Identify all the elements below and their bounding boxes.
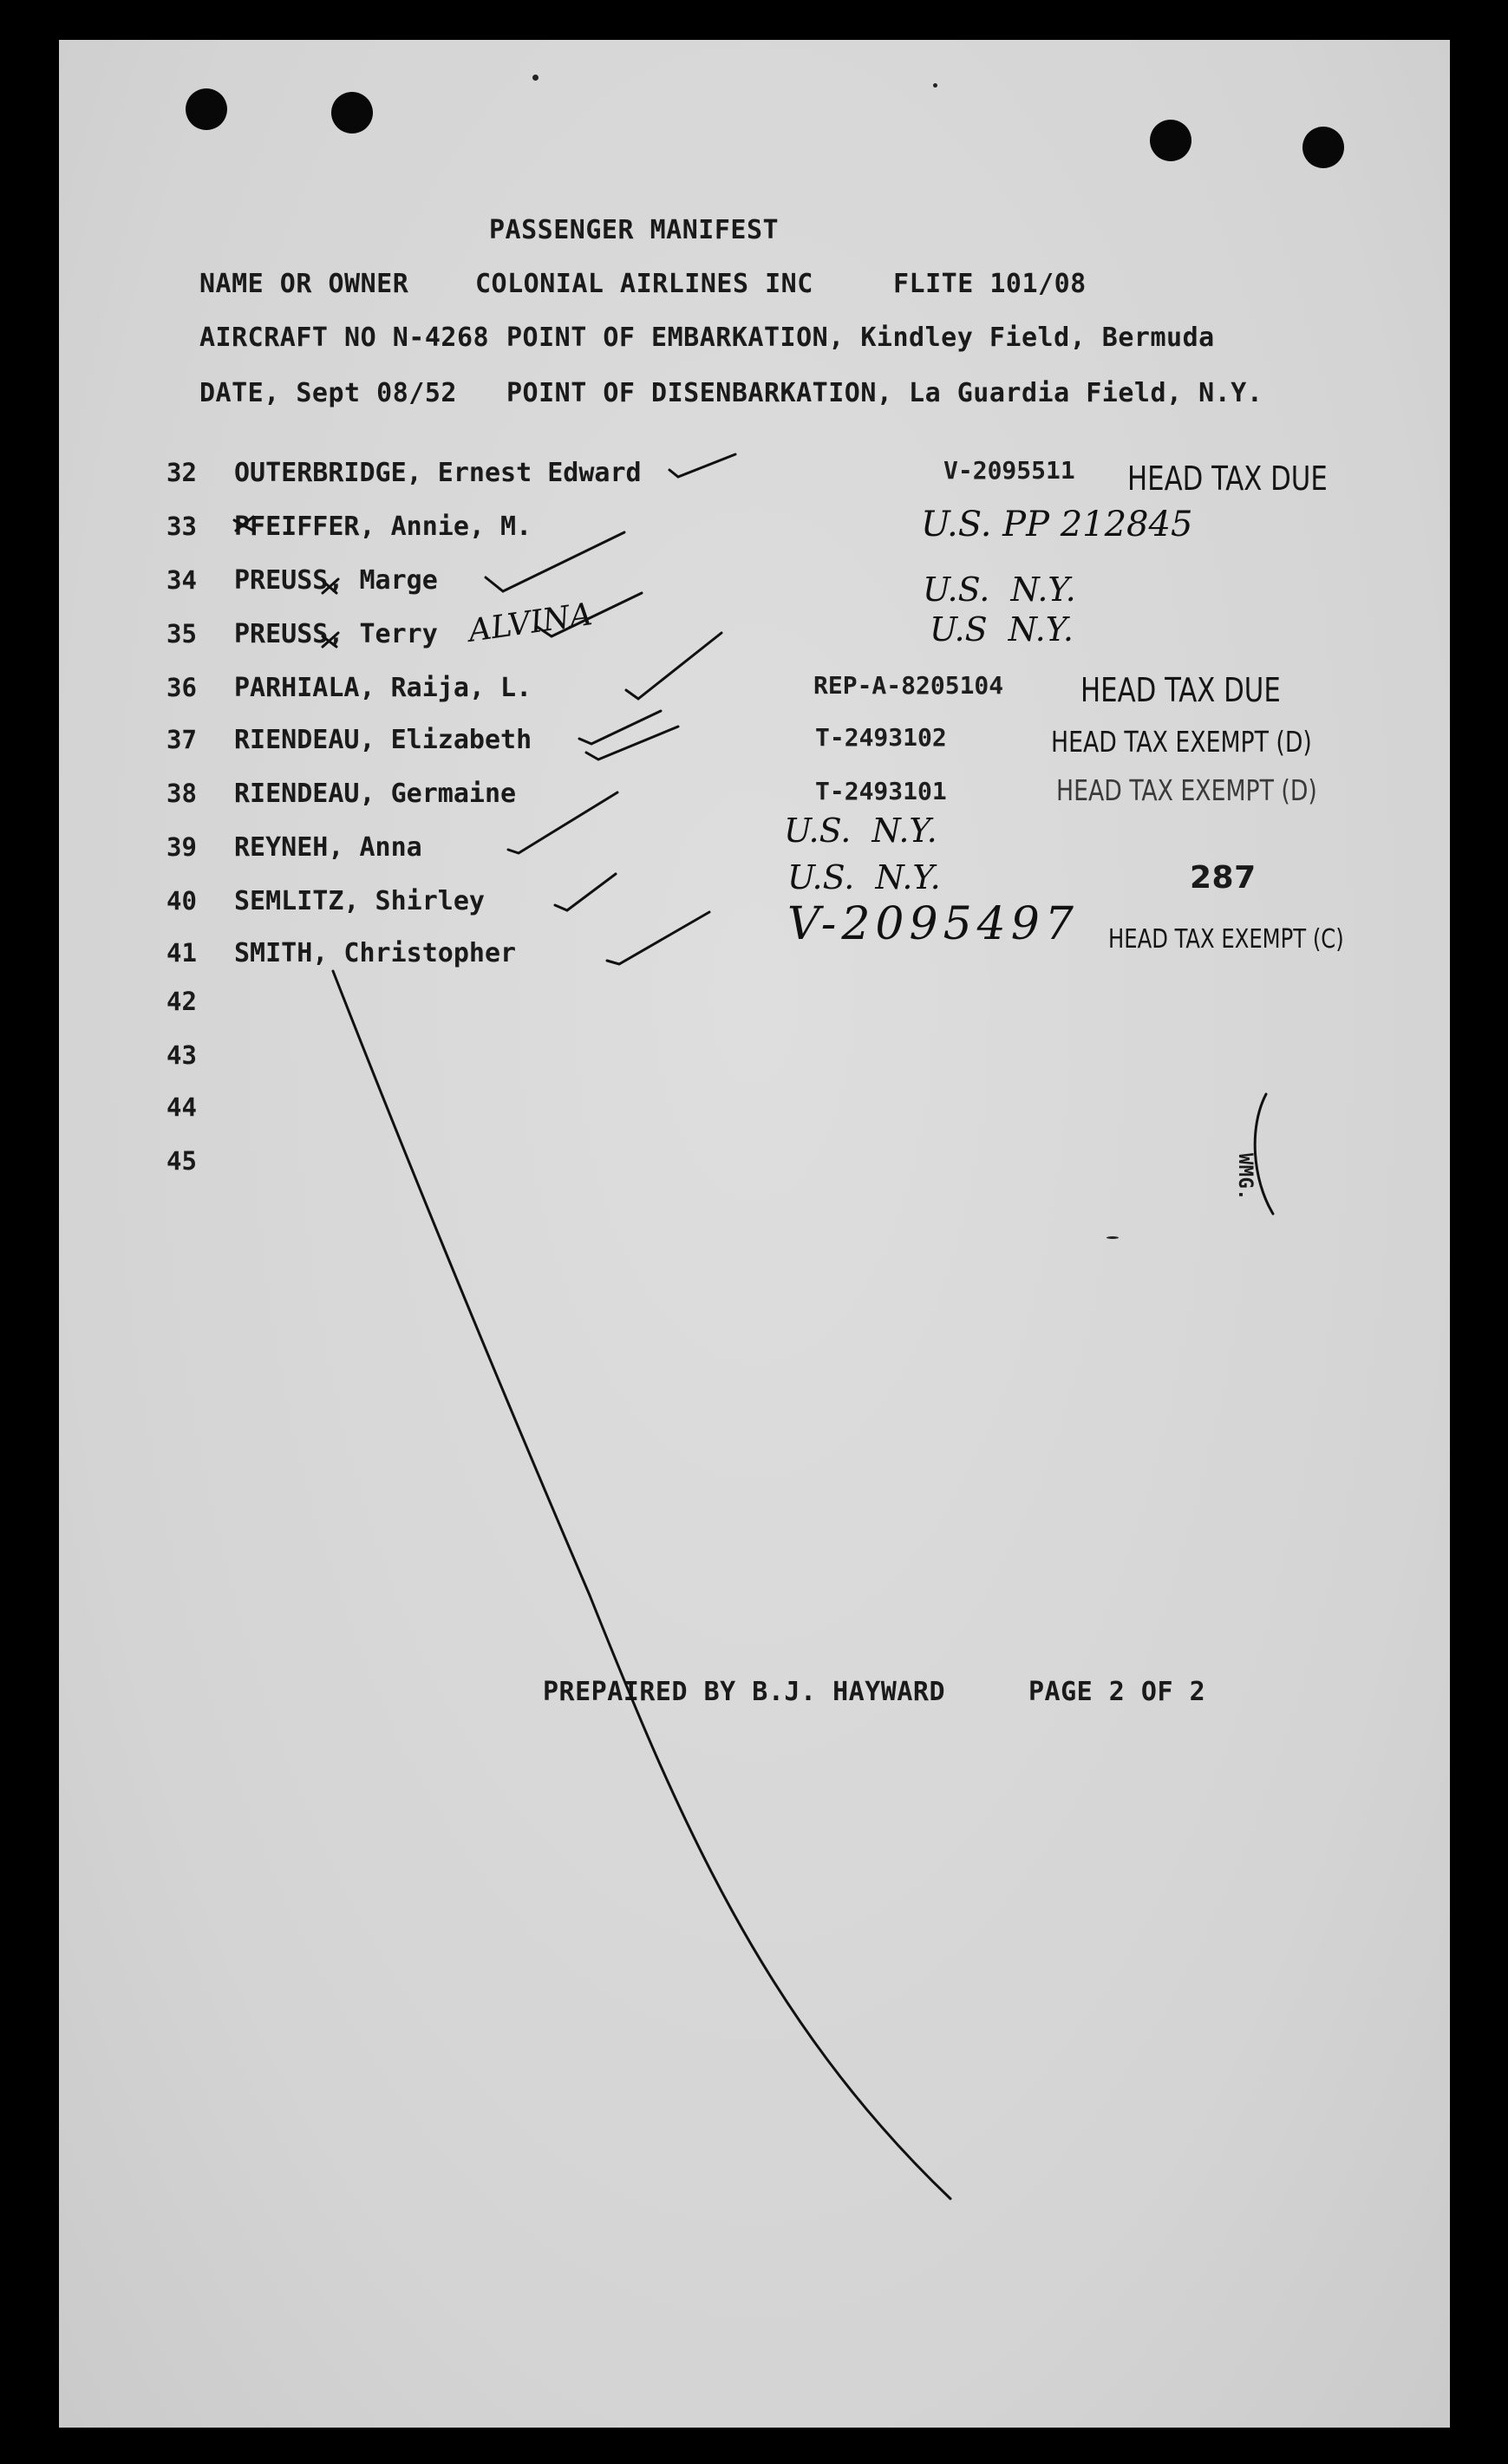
punch-hole bbox=[186, 88, 227, 130]
punch-hole bbox=[331, 92, 373, 134]
point-of-disembarkation: POINT OF DISENBARKATION, La Guardia Field, N.Y. bbox=[506, 378, 1263, 408]
row-number: 41 bbox=[166, 938, 197, 968]
speck bbox=[1107, 1236, 1119, 1239]
passenger-name: PFEIFFER, Annie, M. bbox=[234, 512, 532, 542]
row-number: 42 bbox=[166, 987, 197, 1016]
name-owner-label: NAME OR OWNER bbox=[199, 269, 409, 299]
handwritten-document: U.S. N.Y. bbox=[787, 858, 941, 896]
head-tax-stamp: HEAD TAX DUE bbox=[1127, 460, 1328, 498]
row-number: 33 bbox=[166, 512, 197, 541]
row-number: 44 bbox=[166, 1092, 197, 1122]
aircraft-number: AIRCRAFT NO N-4268 bbox=[199, 323, 490, 353]
name-owner-value: COLONIAL AIRLINES INC bbox=[475, 269, 813, 299]
row-number: 36 bbox=[166, 673, 197, 702]
passenger-name: OUTERBRIDGE, Ernest Edward bbox=[234, 458, 642, 488]
handwritten-document: U.S N.Y. bbox=[930, 610, 1074, 649]
row-number: 43 bbox=[166, 1040, 197, 1070]
passenger-name: SMITH, Christopher bbox=[234, 938, 517, 968]
page-number: PAGE 2 OF 2 bbox=[1028, 1677, 1206, 1707]
row-number: 32 bbox=[166, 458, 197, 487]
row-number: 37 bbox=[166, 725, 197, 754]
passenger-name: PREUSS, Marge bbox=[234, 565, 438, 596]
document-number: V-2095511 bbox=[943, 456, 1075, 485]
passenger-name: RIENDEAU, Germaine bbox=[234, 779, 517, 809]
manifest-date: DATE, Sept 08/52 bbox=[199, 378, 457, 408]
speck bbox=[933, 83, 937, 88]
prepared-by: PREPAIRED BY B.J. HAYWARD bbox=[543, 1677, 946, 1707]
punch-hole bbox=[1150, 120, 1191, 161]
flite-number: FLITE 101/08 bbox=[893, 269, 1087, 299]
punch-hole bbox=[1302, 127, 1344, 168]
row-number: 35 bbox=[166, 619, 197, 649]
row-number: 39 bbox=[166, 832, 197, 862]
point-of-embarkation: POINT OF EMBARKATION, Kindley Field, Bermuda bbox=[506, 323, 1215, 353]
handwritten-document: V-2095497 bbox=[787, 898, 1079, 950]
head-tax-stamp: HEAD TAX EXEMPT (D) bbox=[1051, 725, 1312, 759]
manifest-title: PASSENGER MANIFEST bbox=[489, 215, 780, 245]
count-stamp: 287 bbox=[1190, 860, 1257, 896]
passenger-name: PARHIALA, Raija, L. bbox=[234, 673, 532, 703]
handwritten-document: U.S. N.Y. bbox=[923, 570, 1076, 609]
document-number: T-2493102 bbox=[815, 723, 947, 752]
handwritten-document: U.S. N.Y. bbox=[784, 812, 937, 850]
passenger-name: SEMLITZ, Shirley bbox=[234, 886, 485, 916]
row-number: 40 bbox=[166, 886, 197, 916]
head-tax-stamp: HEAD TAX EXEMPT (C) bbox=[1108, 924, 1344, 955]
head-tax-stamp: HEAD TAX DUE bbox=[1080, 671, 1281, 709]
row-number: 34 bbox=[166, 565, 197, 595]
head-tax-stamp: HEAD TAX EXEMPT (D) bbox=[1056, 773, 1317, 807]
row-number: 38 bbox=[166, 779, 197, 808]
speck bbox=[532, 75, 539, 81]
passenger-name: PREUSS, Terry bbox=[234, 619, 438, 649]
initials-stamp: WMG. bbox=[1234, 1153, 1256, 1201]
document-number: REP-A-8205104 bbox=[813, 671, 1004, 700]
passenger-name: REYNEH, Anna bbox=[234, 832, 422, 863]
handwritten-alvina: ALVINA bbox=[466, 596, 595, 649]
handwritten-document: U.S. PP 212845 bbox=[921, 505, 1193, 544]
passenger-name: RIENDEAU, Elizabeth bbox=[234, 725, 532, 755]
document-number: T-2493101 bbox=[815, 777, 947, 805]
row-number: 45 bbox=[166, 1146, 197, 1176]
